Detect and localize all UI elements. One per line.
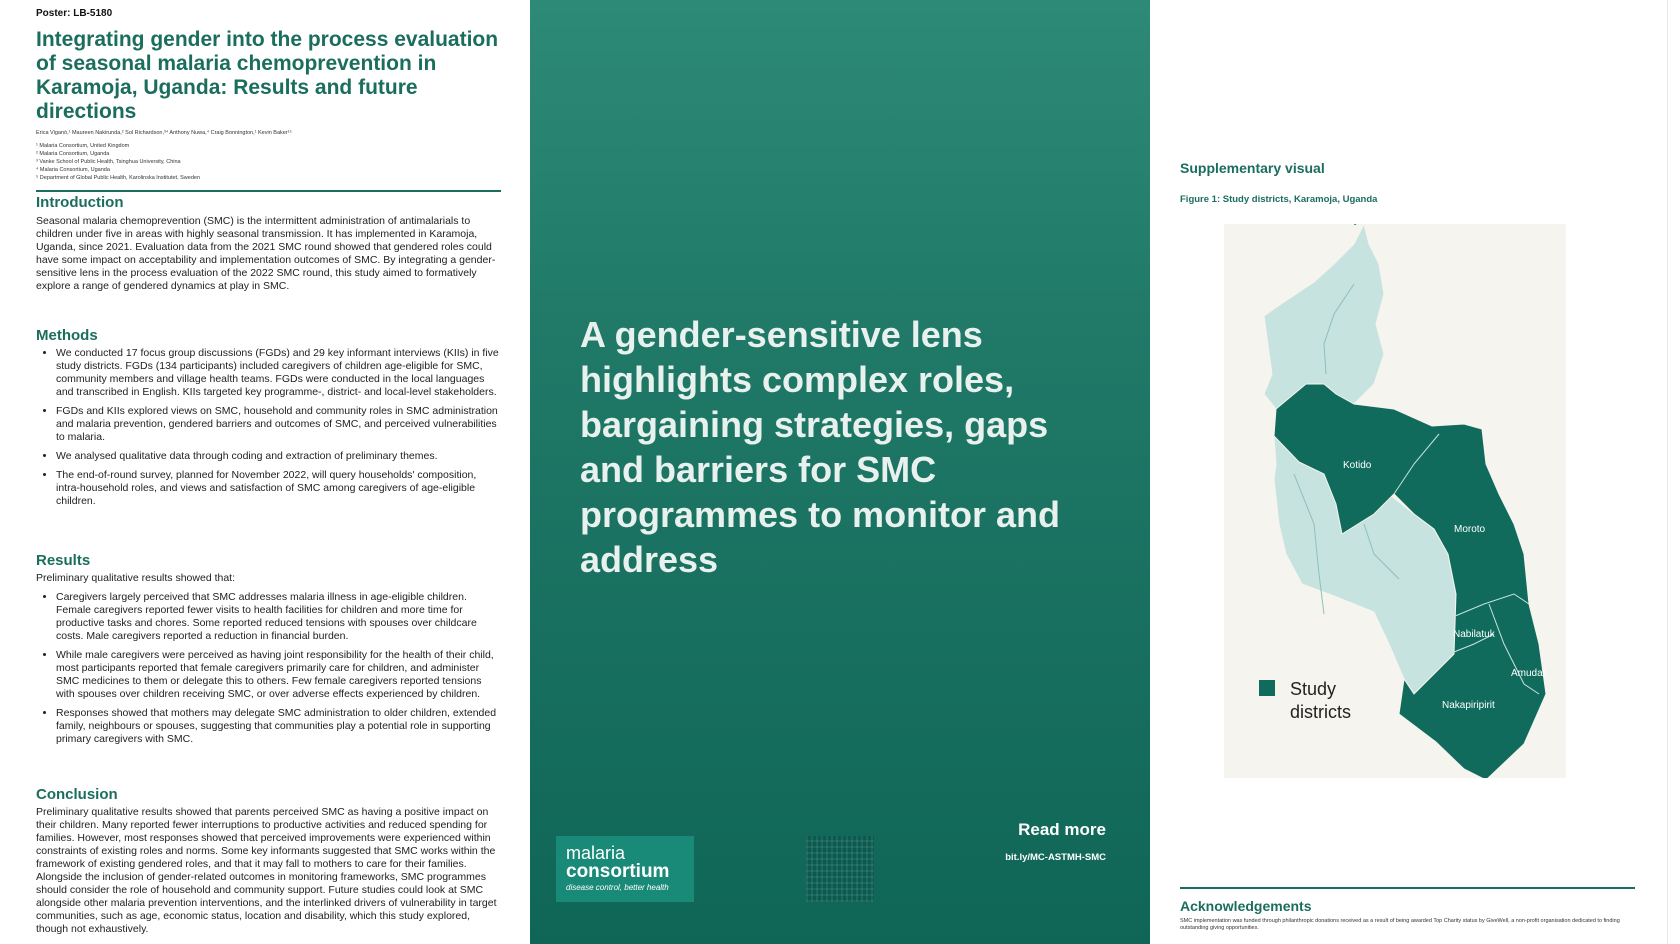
acknowledgements-text: SMC implementation was funded through philanthropic donations received as a result of being awarded Top Charity status by GiveWell, a non-profit organisation dedicated to finding outstanding giving opportunities.	[1180, 918, 1620, 931]
map-svg	[1224, 224, 1566, 778]
qr-code[interactable]	[806, 836, 874, 902]
affiliation: ⁴ Malaria Consortium, Uganda	[36, 167, 110, 173]
logo-tagline: disease control, better health	[566, 883, 669, 892]
figure-caption: Figure 1: Study districts, Karamoja, Uganda	[1180, 194, 1378, 205]
district-label: Nabilatuk	[1453, 629, 1495, 640]
district-label: Kotido	[1343, 460, 1372, 471]
logo-line2: consortium	[566, 861, 670, 882]
legend-swatch	[1259, 680, 1275, 696]
district-label: Nakapiripirit	[1442, 700, 1495, 711]
list-item: • Responses showed that mothers may delegate SMC administration to older children, extended family, neighbours or spouses, suggesting that communities play a potential role in supporting primary caregivers with SMC.	[56, 707, 502, 746]
results-intro: Preliminary qualitative results showed that:	[36, 572, 236, 584]
poster-id: Poster: LB-5180	[36, 8, 113, 19]
district-label: Amudat	[1511, 668, 1546, 679]
logo-line1: malaria	[566, 843, 626, 863]
acknowledgements-heading: Acknowledgements	[1180, 898, 1312, 914]
page-edge	[1667, 0, 1680, 944]
acknowledgements-divider	[1180, 887, 1635, 889]
affiliations	[36, 142, 506, 182]
results-heading: Results	[36, 552, 91, 569]
header-divider	[36, 190, 501, 192]
introduction-text: Seasonal malaria chemoprevention (SMC) is the intermittent administration of antimalarials to children under five in areas with highly seasonal transmission. It has implemented in Karamoja, Uganda, since 2021. Evaluation data from the 2021 SMC round showed that gendered roles could have some impact on acceptability and implementation outcomes of SMC. By integrating a gender-sensitive lens in the process evaluation of the 2022 SMC round, this study aimed to formatively explore a range of gendered dynamics at play in SMC.	[36, 215, 496, 292]
headline-text: A gender-sensitive lens highlights complex roles, bargaining strategies, gaps and barriers for SMC programmes to monitor and address	[580, 314, 1061, 580]
district-map	[1224, 224, 1566, 778]
legend-label-line1: Study	[1290, 679, 1337, 699]
left-column	[0, 0, 530, 944]
read-more-link[interactable]: bit.ly/MC-ASTMH-SMC	[1005, 852, 1106, 863]
affiliation: ³ Vanke School of Public Health, Tsinghua University, China	[36, 159, 181, 165]
methods-list	[36, 347, 502, 514]
malaria-consortium-logo	[556, 836, 694, 902]
list-item: • We conducted 17 focus group discussions (FGDs) and 29 key informant interviews (KIIs) in five study districts. FGDs (134 participants) included caregivers of children age-eligible for SMC, community members and village health teams. FGDs were conducted in the local languages and transcribed in English. KIIs targeted key programme-, district- and local-level stakeholders.	[56, 347, 502, 399]
affiliation: ⁵ Department of Global Public Health, Karolinska Institutet, Sweden	[36, 175, 201, 181]
list-item: • We analysed qualitative data through coding and extraction of preliminary themes.	[56, 450, 502, 463]
authors: Erica Viganò,¹ Maureen Nakirunda,² Sol Richardson,³⁴ Anthony Nuwa,⁴ Craig Bonnington,¹ Kevin Baker¹⁵	[36, 130, 292, 136]
district-label: Moroto	[1454, 524, 1486, 535]
poster-title: Integrating gender into the process evaluation of seasonal malaria chemoprevention in Karamoja, Uganda: Results and future directions	[36, 28, 499, 123]
legend-label-line2: districts	[1290, 702, 1352, 722]
conclusion-text: Preliminary qualitative results showed that parents perceived SMC as having a positive impact on their children. Many reported fewer interruptions to productive activities and reduced spending for families. However, most responses showed that perceived improvements were experienced within constraints of existing roles and norms. Some key informants suggested that SMC works within the framework of existing gendered roles, and that it may fall to mothers to care for their families. Alongside the inclusion of gender-related outcomes in monitoring frameworks, SMC programmes should consider the role of household and community support. Future studies could look at SMC alongside other malaria prevention interventions, and the interlinked drivers of vulnerability in target communities, such as age, economic status, location and disability, which this study explored, though not exhaustively.	[36, 806, 497, 935]
affiliation: ² Malaria Consortium, Uganda	[36, 151, 110, 157]
list-item: • FGDs and KIIs explored views on SMC, household and community roles in SMC administration and malaria prevention, gendered barriers and outcomes of SMC, and perceived vulnerabilities to malaria.	[56, 405, 502, 444]
conclusion-heading: Conclusion	[36, 786, 118, 803]
supplementary-heading: Supplementary visual	[1180, 160, 1325, 176]
read-more-label: Read more	[1018, 820, 1106, 839]
introduction-heading: Introduction	[36, 194, 124, 211]
list-item: • The end-of-round survey, planned for November 2022, will query households' composition, intra-household roles, and views and satisfaction of SMC among caregivers of age-eligible children.	[56, 469, 502, 508]
list-item: • While male caregivers were perceived as having joint responsibility for the health of their child, most participants reported that female caregivers primarily care for children, and administer SMC medicines to them or delegate this to others. Few female caregivers reported tensions with spouses over children receiving SMC, or over adverse effects experienced by children.	[56, 649, 502, 701]
list-item: • Caregivers largely perceived that SMC addresses malaria illness in age-eligible children. Female caregivers reported fewer visits to health facilities for children and more time for productive tasks and chores. Some reported reduced tensions with spouses over childcare costs. Male caregivers reported a reduction in financial burden.	[56, 591, 502, 643]
methods-heading: Methods	[36, 327, 98, 344]
results-list	[36, 591, 502, 752]
affiliation: ¹ Malaria Consortium, United Kingdom	[36, 143, 130, 149]
